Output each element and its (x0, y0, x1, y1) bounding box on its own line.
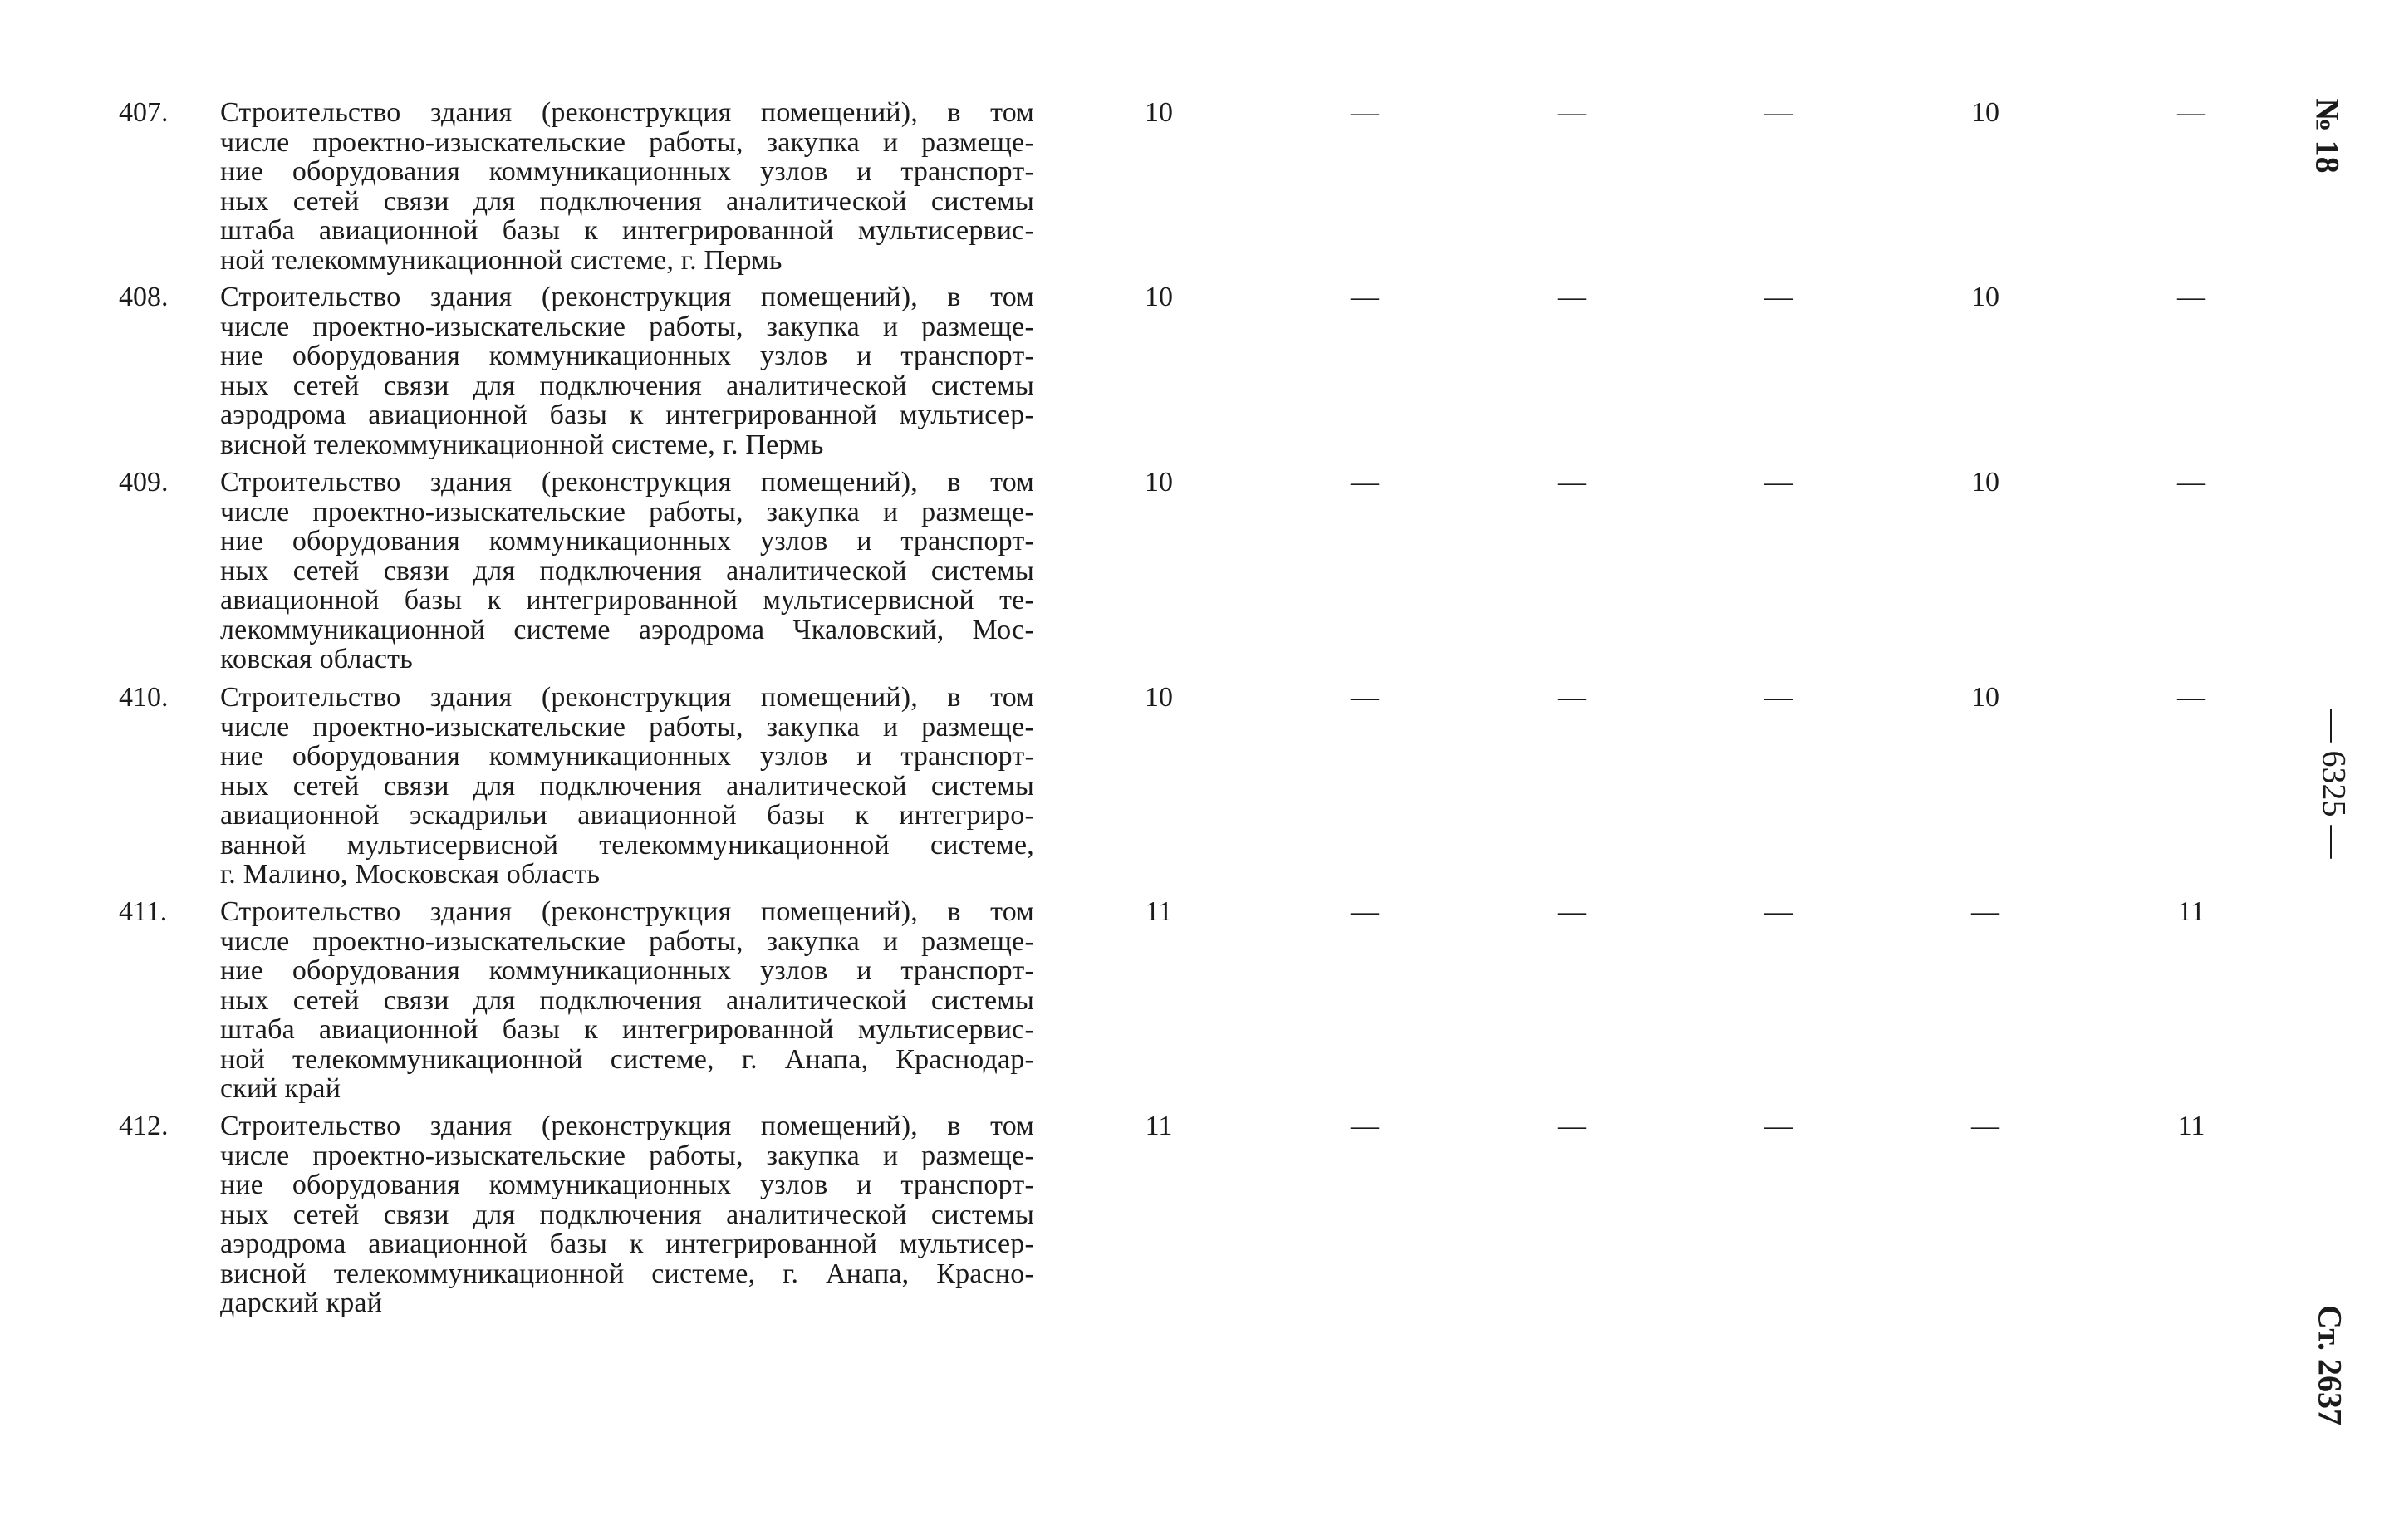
value-cell: — (1971, 896, 1999, 927)
description-line: ных сетей связи для подключения аналитической системы (220, 370, 1034, 401)
value-cell: 10 (1971, 282, 1999, 312)
description-line: Строительство здания (реконструкция помещений), в том (220, 467, 1034, 498)
description-line: числе проектно-изыскательские работы, закупка и размеще- (220, 311, 1034, 342)
description-line: ние оборудования коммуникационных узлов и транспорт- (220, 341, 1034, 371)
description-line: аэродрома авиационной базы к интегрированной мультисер- (220, 1229, 1034, 1259)
description-line: числе проектно-изыскательские работы, закупка и размеще- (220, 1140, 1034, 1171)
row-number: 411. (119, 896, 168, 927)
value-cell: — (2177, 467, 2205, 498)
description-line: ных сетей связи для подключения аналитической системы (220, 555, 1034, 586)
value-cell: 10 (1971, 467, 1999, 498)
description-line: Строительство здания (реконструкция помещений), в том (220, 896, 1034, 927)
description-line: числе проектно-изыскательские работы, закупка и размеще- (220, 496, 1034, 527)
value-cell: 10 (1145, 467, 1173, 498)
row-description (220, 683, 1034, 890)
description-line: висной телекоммуникационной системе, г. Анапа, Красно- (220, 1258, 1034, 1289)
value-cell: 10 (1971, 97, 1999, 128)
value-cell: — (2177, 682, 2205, 713)
value-cell: — (1558, 467, 1586, 498)
value-cell: — (1351, 896, 1379, 927)
row-number: 408. (119, 282, 169, 312)
value-cell: — (1558, 896, 1586, 927)
description-line: ных сетей связи для подключения аналитической системы (220, 984, 1034, 1016)
description-line: аэродрома авиационной базы к интегрированной мультисер- (220, 400, 1034, 430)
value-cell: — (1351, 467, 1379, 498)
value-cell: 10 (1145, 282, 1173, 312)
article-number: Ст. 2637 (2311, 1305, 2349, 1425)
description-line: ковская область (220, 644, 413, 674)
description-line: висной телекоммуникационной системе, г. Пермь (220, 429, 824, 460)
description-line: г. Малино, Московская область (220, 859, 601, 890)
value-cell: — (1351, 682, 1379, 713)
description-line: ние оборудования коммуникационных узлов и транспорт- (220, 1170, 1034, 1200)
value-cell: 11 (2177, 1111, 2205, 1141)
value-cell: — (1764, 97, 1793, 128)
description-line: числе проектно-изыскательские работы, закупка и размеще- (220, 711, 1034, 743)
value-cell: — (1558, 682, 1586, 713)
description-line: лекоммуникационной системе аэродрома Чкаловский, Мос- (220, 614, 1034, 645)
description-line: Строительство здания (реконструкция помещений), в том (220, 682, 1034, 713)
value-cell: — (1351, 282, 1379, 312)
value-cell: — (1764, 467, 1793, 498)
value-cell: 10 (1145, 682, 1173, 713)
row-description (220, 98, 1034, 275)
description-line: ных сетей связи для подключения аналитической системы (220, 770, 1034, 802)
description-line: Строительство здания (реконструкция помещений), в том (220, 1111, 1034, 1141)
value-cell: — (1764, 682, 1793, 713)
value-cell: — (1558, 97, 1586, 128)
row-number: 409. (119, 467, 169, 498)
value-cell: — (1351, 97, 1379, 128)
description-line: ных сетей связи для подключения аналитической системы (220, 1199, 1034, 1230)
value-cell: 10 (1145, 97, 1173, 128)
value-cell: — (1351, 1111, 1379, 1141)
description-line: ной телекоммуникационной системе, г. Пермь (220, 244, 783, 276)
description-line: ние оборудования коммуникационных узлов и транспорт- (220, 741, 1034, 772)
description-line: ных сетей связи для подключения аналитической системы (220, 185, 1034, 217)
issue-number: № 18 (2308, 98, 2347, 174)
description-line: числе проектно-изыскательские работы, закупка и размеще- (220, 925, 1034, 957)
value-cell: 10 (1971, 682, 1999, 713)
value-cell: — (2177, 282, 2205, 312)
description-line: дарский край (220, 1287, 383, 1318)
page-code: — 6325 — (2315, 709, 2353, 859)
description-line: числе проектно-изыскательские работы, закупка и размеще- (220, 126, 1034, 158)
value-cell: — (1971, 1111, 1999, 1141)
value-cell: — (1558, 282, 1586, 312)
description-line: Строительство здания (реконструкция помещений), в том (220, 282, 1034, 312)
description-line: ние оборудования коммуникационных узлов и транспорт- (220, 156, 1034, 187)
value-cell: — (1764, 896, 1793, 927)
description-line: ной телекоммуникационной системе, г. Анапа, Краснодар- (220, 1043, 1034, 1075)
row-description (220, 282, 1034, 459)
row-description (220, 1111, 1034, 1318)
description-line: авиационной базы к интегрированной мультисервисной те- (220, 585, 1034, 616)
description-line: ский край (220, 1073, 341, 1104)
row-number: 407. (119, 97, 169, 128)
value-cell: — (1558, 1111, 1586, 1141)
description-line: авиационной эскадрильи авиационной базы к интегриро- (220, 800, 1034, 831)
description-line: штаба авиационной базы к интегрированной мультисервис- (220, 215, 1034, 246)
value-cell: — (1764, 282, 1793, 312)
row-number: 410. (119, 682, 169, 713)
value-cell: 11 (2177, 896, 2205, 927)
description-line: Строительство здания (реконструкция помещений), в том (220, 97, 1034, 128)
row-description (220, 468, 1034, 674)
value-cell: — (1764, 1111, 1793, 1141)
row-description (220, 897, 1034, 1104)
description-line: ванной мультисервисной телекоммуникационной системе, (220, 829, 1034, 861)
value-cell: 11 (1145, 1111, 1173, 1141)
value-cell: 11 (1145, 896, 1173, 927)
description-line: штаба авиационной базы к интегрированной мультисервис- (220, 1014, 1034, 1045)
description-line: ние оборудования коммуникационных узлов и транспорт- (220, 526, 1034, 557)
description-line: ние оборудования коммуникационных узлов и транспорт- (220, 955, 1034, 986)
value-cell: — (2177, 97, 2205, 128)
row-number: 412. (119, 1111, 169, 1141)
